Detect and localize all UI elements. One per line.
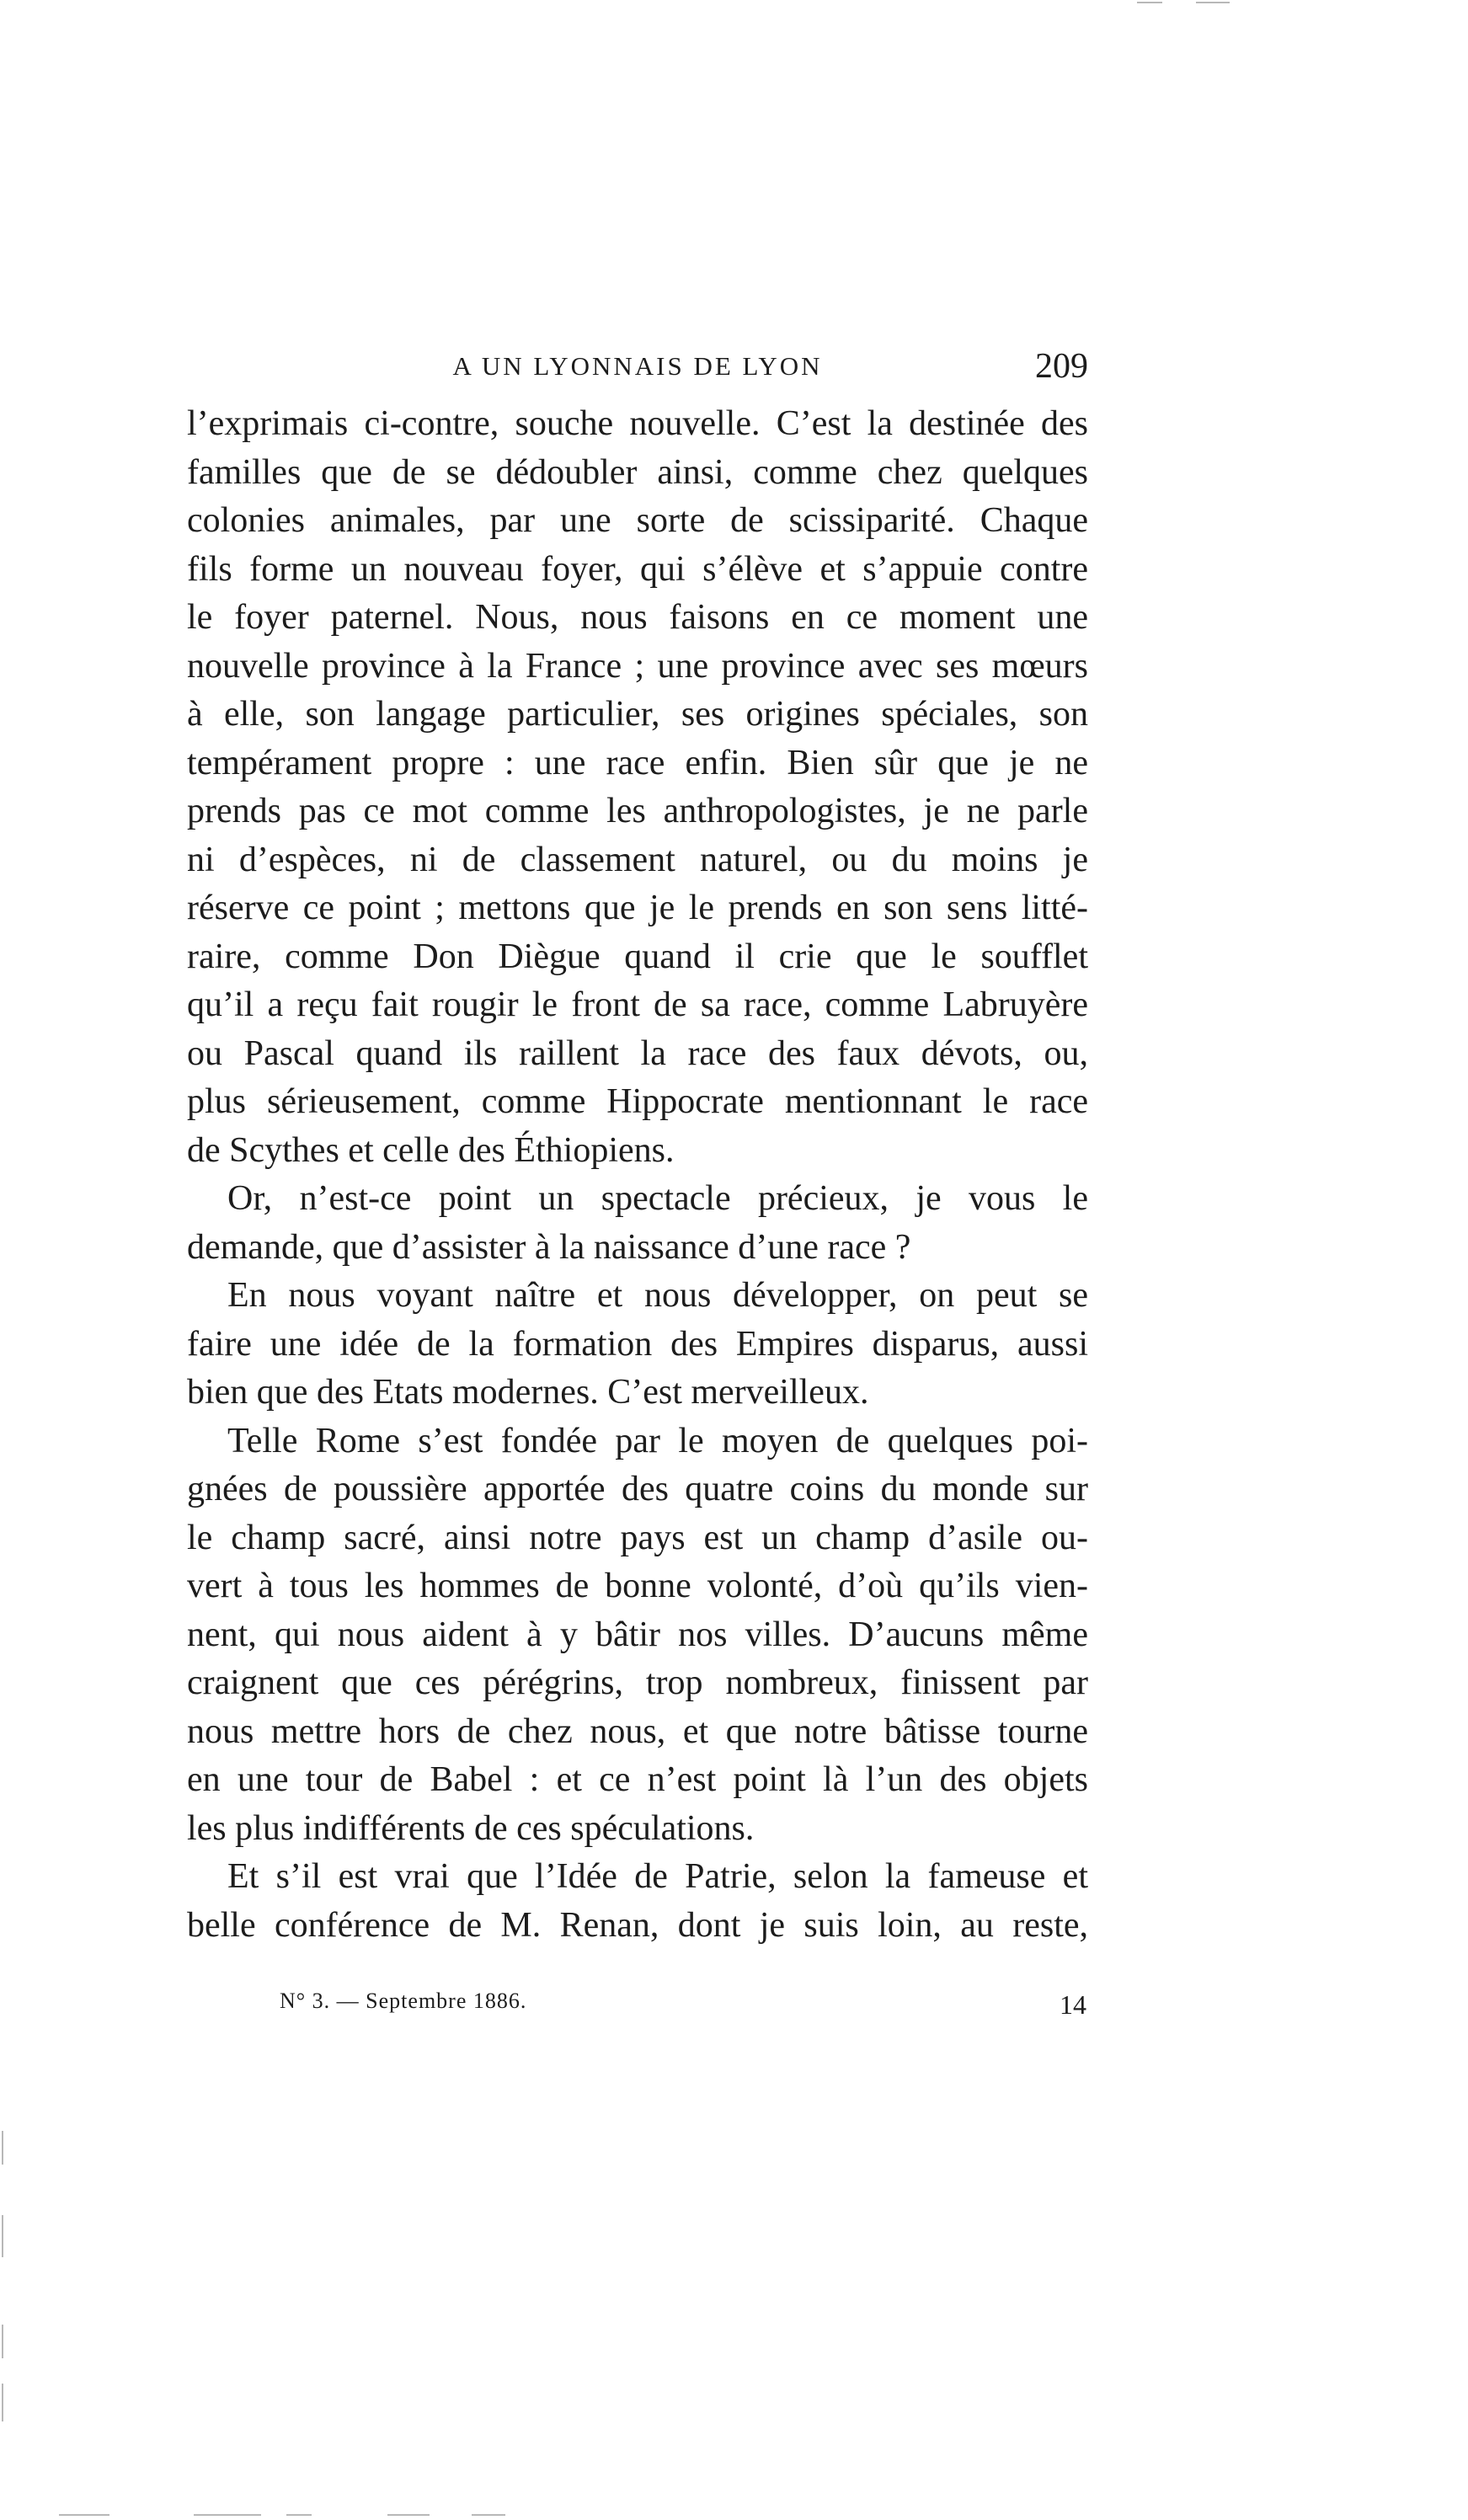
text-line: familles que de se dédoubler ainsi, comme chez quelques	[187, 452, 1088, 492]
text-line: en une tour de Babel : et ce n’est point là l’un des objets	[187, 1760, 1088, 1799]
scan-artifact	[59, 2514, 109, 2516]
scan-artifact	[286, 2514, 312, 2516]
body-text	[187, 400, 1088, 1950]
text-line: gnées de poussière apportée des quatre coins du monde sur	[187, 1470, 1088, 1508]
text-line: nous mettre hors de chez nous, et que notre bâtisse tourne	[187, 1711, 1088, 1751]
text-line: ni d’espèces, ni de classement naturel, ou du moins je	[187, 840, 1088, 879]
text-line: vert à tous les hommes de bonne volonté, d’où qu’ils vien-	[187, 1567, 1088, 1605]
text-line: faire une idée de la formation des Empires disparus, aussi	[187, 1324, 1088, 1364]
signature-number: 14	[1060, 1989, 1086, 2020]
text-line: craignent que ces pérégrins, trop nombreux, finissent par	[187, 1663, 1088, 1702]
paragraph-continuation	[187, 400, 1088, 1175]
printer-signature: N° 3. — Septembre 1886.	[280, 1989, 527, 2013]
running-title: A UN LYONNAIS DE LYON	[452, 351, 823, 381]
scan-artifact	[194, 2514, 261, 2516]
text-line: à elle, son langage particulier, ses origines spéciales, son	[187, 695, 1088, 734]
scan-artifact	[387, 2514, 430, 2516]
text-line: demande, que d’assister à la naissance d’une race ?	[187, 1227, 911, 1267]
text-line: le foyer paternel. Nous, nous faisons en ce moment une	[187, 598, 1088, 637]
text-line: belle conférence de M. Renan, dont je suis loin, au reste,	[187, 1905, 1088, 1945]
paragraph	[187, 1853, 1088, 1950]
scan-artifact	[472, 2514, 505, 2516]
paragraph	[187, 1272, 1088, 1418]
text-line: ou Pascal quand ils raillent la race des faux dévots, ou,	[187, 1033, 1088, 1073]
text-line: le champ sacré, ainsi notre pays est un champ d’asile ou-	[187, 1518, 1088, 1557]
text-line: plus sérieusement, comme Hippocrate mentionnant le race	[187, 1082, 1088, 1121]
text-line: nent, qui nous aident à y bâtir nos villes. D’aucuns même	[187, 1615, 1088, 1654]
scan-artifact	[2, 2131, 3, 2165]
text-line: En nous voyant naître et nous développer, on peut se	[227, 1276, 1088, 1315]
text-line: fils forme un nouveau foyer, qui s’élève et s’appuie contre	[187, 549, 1088, 589]
scan-artifact	[1196, 2, 1230, 3]
running-head	[187, 345, 1088, 396]
text-line: prends pas ce mot comme les anthropologistes, je ne parle	[187, 792, 1088, 830]
text-line: Or, n’est-ce point un spectacle précieux, je vous le	[227, 1179, 1088, 1218]
scan-artifact	[2, 2215, 3, 2257]
text-line: nouvelle province à la France ; une province avec ses mœurs	[187, 646, 1088, 686]
text-line: Et s’il est vrai que l’Idée de Patrie, selon la fameuse et	[227, 1857, 1088, 1896]
text-line: qu’il a reçu fait rougir le front de sa race, comme Labruyère	[187, 985, 1088, 1024]
paragraph	[187, 1418, 1088, 1854]
text-line: réserve ce point ; mettons que je le prends en son sens litté-	[187, 889, 1088, 927]
paragraph	[187, 1175, 1088, 1272]
scan-artifact	[1137, 2, 1162, 3]
text-line: de Scythes et celle des Éthiopiens.	[187, 1130, 675, 1170]
text-line: colonies animales, par une sorte de scissiparité. Chaque	[187, 501, 1088, 540]
text-line: raire, comme Don Diègue quand il crie que le soufflet	[187, 937, 1088, 976]
scan-artifact	[2, 2325, 3, 2358]
text-line: tempérament propre : une race enfin. Bien sûr que je ne	[187, 743, 1088, 782]
page-footer	[187, 1984, 1088, 2026]
text-line: Telle Rome s’est fondée par le moyen de quelques poi-	[227, 1421, 1088, 1460]
page-number: 209	[1035, 347, 1088, 386]
scan-artifact	[2, 2384, 3, 2421]
text-line: les plus indifférents de ces spéculations.	[187, 1808, 755, 1848]
text-line: bien que des Etats modernes. C’est merveilleux.	[187, 1373, 869, 1412]
text-line: l’exprimais ci-contre, souche nouvelle. C’est la destinée des	[187, 404, 1088, 443]
